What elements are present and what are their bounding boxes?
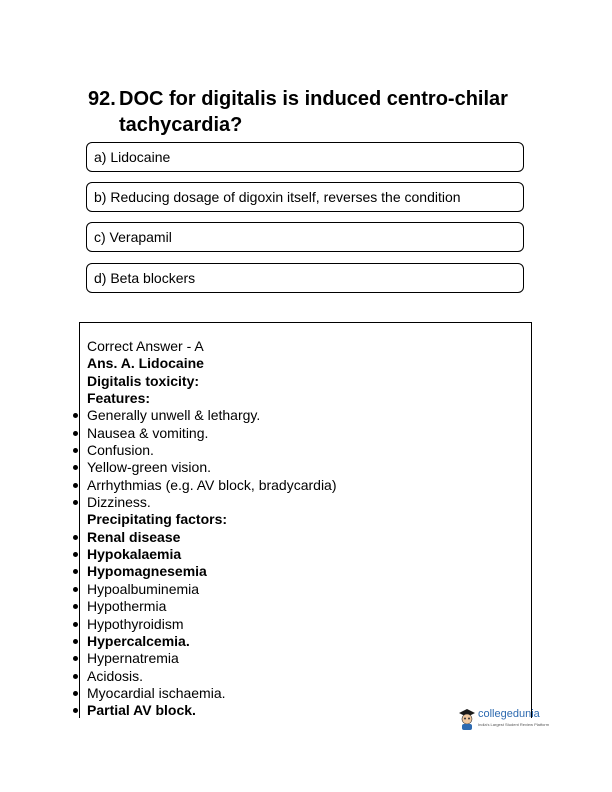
list-item: Hypomagnesemia bbox=[87, 563, 337, 580]
list-item: Acidosis. bbox=[87, 668, 337, 685]
list-item: Hypokalaemia bbox=[87, 546, 337, 563]
question-text: DOC for digitalis is induced centro-chilar tachycardia? bbox=[119, 88, 508, 136]
mascot-icon bbox=[458, 708, 476, 730]
precipitating-title: Precipitating factors: bbox=[87, 511, 228, 528]
answer-content bbox=[87, 338, 337, 720]
list-item: Arrhythmias (e.g. AV block, bradycardia) bbox=[87, 477, 337, 494]
bullet-icon bbox=[73, 535, 78, 540]
list-item: Hypercalcemia. bbox=[87, 633, 337, 650]
option-a[interactable]: a) Lidocaine bbox=[86, 142, 524, 172]
list-item: Partial AV block. bbox=[87, 702, 337, 719]
bullet-icon bbox=[73, 569, 78, 574]
correct-answer: Correct Answer - A bbox=[87, 338, 204, 354]
list-item: Hypothermia bbox=[87, 598, 337, 615]
list-item: Myocardial ischaemia. bbox=[87, 685, 337, 702]
list-item: Hypoalbuminemia bbox=[87, 581, 337, 598]
features-title: Features: bbox=[87, 390, 151, 407]
bullet-icon bbox=[73, 431, 78, 436]
question-number: 92. bbox=[88, 88, 116, 110]
list-item: Confusion. bbox=[87, 442, 337, 459]
option-b[interactable]: b) Reducing dosage of digoxin itself, reverses the condition bbox=[86, 182, 524, 212]
logo-tagline: India's Largest Student Review Platform bbox=[478, 722, 550, 727]
logo-brand: collegedunia bbox=[478, 708, 540, 720]
list-item: Dizziness. bbox=[87, 494, 337, 511]
bullet-icon bbox=[73, 413, 78, 418]
bullet-icon bbox=[73, 708, 78, 713]
bullet-icon bbox=[73, 656, 78, 661]
bullet-icon bbox=[73, 465, 78, 470]
list-item: Hypernatremia bbox=[87, 650, 337, 667]
bullet-icon bbox=[73, 448, 78, 453]
bullet-icon bbox=[73, 691, 78, 696]
question bbox=[88, 86, 528, 138]
list-item: Yellow-green vision. bbox=[87, 459, 337, 476]
list-item: Nausea & vomiting. bbox=[87, 425, 337, 442]
bullet-icon bbox=[73, 674, 78, 679]
option-c[interactable]: c) Verapamil bbox=[86, 222, 524, 252]
option-d[interactable]: d) Beta blockers bbox=[86, 263, 524, 293]
bullet-icon bbox=[73, 500, 78, 505]
bullet-icon bbox=[73, 483, 78, 488]
answer-heading: Digitalis toxicity: bbox=[87, 372, 200, 389]
collegedunia-logo bbox=[458, 706, 548, 736]
answer-label: Ans. A. Lidocaine bbox=[87, 355, 204, 372]
list-item: Renal disease bbox=[87, 529, 337, 546]
list-item: Generally unwell & lethargy. bbox=[87, 407, 337, 424]
bullet-icon bbox=[73, 587, 78, 592]
list-item: Hypothyroidism bbox=[87, 616, 337, 633]
bullet-icon bbox=[73, 639, 78, 644]
bullet-icon bbox=[73, 604, 78, 609]
bullet-icon bbox=[73, 622, 78, 627]
bullet-icon bbox=[73, 552, 78, 557]
